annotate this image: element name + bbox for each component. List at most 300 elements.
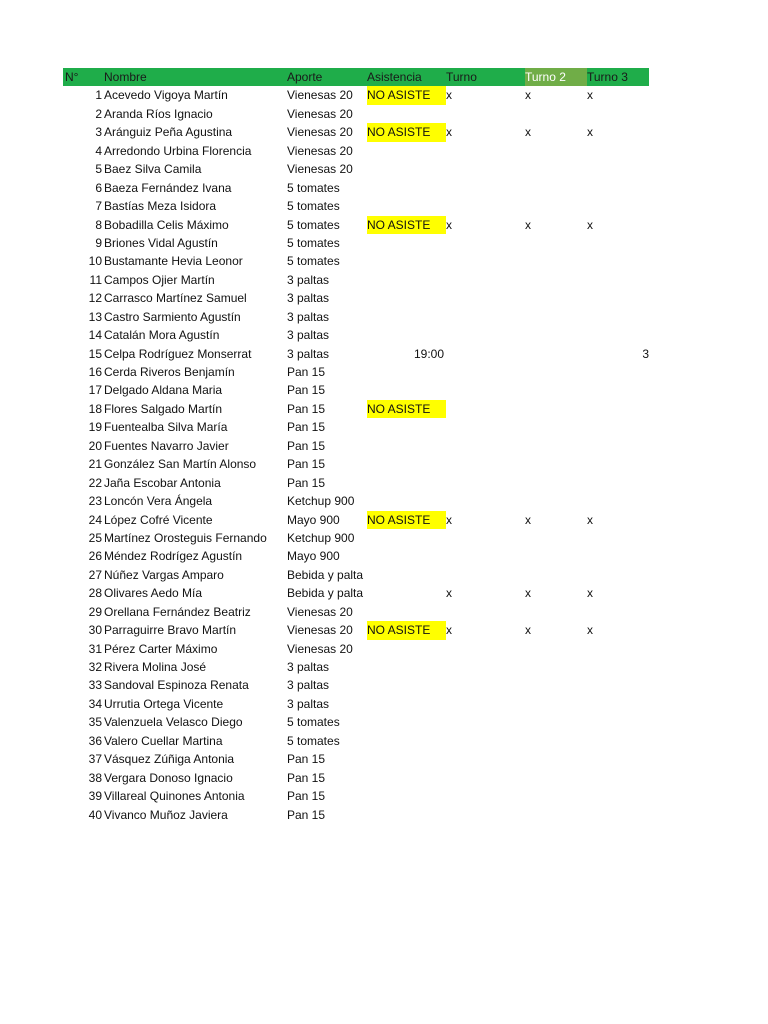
row-aporte: 5 tomates xyxy=(287,254,340,269)
row-asistencia xyxy=(367,474,446,492)
row-turno xyxy=(446,400,525,418)
row-name: Cerda Riveros Benjamín xyxy=(104,365,235,379)
table-row xyxy=(63,216,649,234)
row-aporte: Pan 15 xyxy=(287,438,326,453)
row-asistencia xyxy=(367,381,446,399)
row-turno3 xyxy=(587,105,649,123)
table-row xyxy=(63,252,649,270)
row-turno xyxy=(446,381,525,399)
row-asistencia xyxy=(367,326,446,344)
row-asistencia xyxy=(367,769,446,787)
row-asistencia xyxy=(367,713,446,731)
row-name: Campos Ojier Martín xyxy=(104,272,215,287)
row-aporte: 5 tomates xyxy=(287,217,340,232)
row-asistencia: 19:00 xyxy=(413,346,444,361)
row-turno xyxy=(446,676,525,694)
row-aporte: 3 paltas xyxy=(287,346,330,361)
table-row xyxy=(63,769,649,787)
row-name: Bustamante Hevia Leonor xyxy=(104,254,243,269)
row-number: 6 xyxy=(95,180,102,195)
row-turno2 xyxy=(525,695,587,713)
row-number: 31 xyxy=(88,641,102,656)
row-turno xyxy=(446,289,525,307)
row-name: Flores Salgado Martín xyxy=(104,401,223,416)
table-row xyxy=(63,418,649,436)
table-row xyxy=(63,713,649,731)
row-name: López Cofré Vicente xyxy=(104,512,213,527)
row-turno3 xyxy=(587,492,649,510)
row-aporte: 5 tomates xyxy=(287,715,340,730)
header-turno: Turno xyxy=(446,70,477,84)
row-turno xyxy=(446,806,525,824)
row-number: 13 xyxy=(88,309,102,324)
row-asistencia xyxy=(367,418,446,436)
row-number: 1 xyxy=(95,88,102,103)
row-aporte: Pan 15 xyxy=(287,752,326,767)
row-turno xyxy=(446,455,525,473)
header-turno2: Turno 2 xyxy=(525,68,587,86)
row-turno2 xyxy=(525,179,587,197)
row-aporte: 5 tomates xyxy=(287,733,340,748)
row-name: Briones Vidal Agustín xyxy=(104,235,218,250)
row-number: 19 xyxy=(88,420,102,435)
table-row xyxy=(63,289,649,307)
row-aporte: Bebida y palta xyxy=(287,567,364,582)
row-number: 39 xyxy=(88,789,102,804)
table-row xyxy=(63,492,649,510)
row-turno2 xyxy=(525,363,587,381)
row-turno xyxy=(446,252,525,270)
row-asistencia xyxy=(367,676,446,694)
row-turno3 xyxy=(587,234,649,252)
row-turno2 xyxy=(525,566,587,584)
row-name: Martínez Orosteguis Fernando xyxy=(104,530,267,545)
table-row xyxy=(63,787,649,805)
row-number: 32 xyxy=(88,660,102,674)
row-turno3 xyxy=(587,529,649,547)
table-row xyxy=(63,400,649,418)
row-asistencia xyxy=(367,252,446,270)
row-aporte: 5 tomates xyxy=(287,180,340,195)
row-number: 10 xyxy=(88,254,102,269)
row-aporte: 5 tomates xyxy=(287,199,340,214)
row-turno xyxy=(446,234,525,252)
row-turno3 xyxy=(587,676,649,694)
row-turno2 xyxy=(525,105,587,123)
row-name: Jaña Escobar Antonia xyxy=(104,475,221,490)
row-turno3 xyxy=(587,326,649,344)
row-number: 26 xyxy=(88,549,102,564)
row-turno xyxy=(446,640,525,658)
row-name: Celpa Rodríguez Monserrat xyxy=(104,346,252,361)
row-number: 20 xyxy=(88,438,102,453)
row-turno3 xyxy=(587,640,649,658)
table-body xyxy=(63,86,649,824)
row-turno2 xyxy=(525,400,587,418)
row-asistencia: NO ASISTE xyxy=(367,216,446,234)
row-turno xyxy=(446,750,525,768)
row-turno xyxy=(446,271,525,289)
row-turno xyxy=(446,363,525,381)
table-row xyxy=(63,584,649,602)
row-turno2 xyxy=(525,326,587,344)
row-turno xyxy=(446,732,525,750)
row-number: 15 xyxy=(88,346,102,361)
header-aporte: Aporte xyxy=(287,70,323,84)
table-row xyxy=(63,566,649,584)
row-turno: x xyxy=(446,217,452,232)
table-row xyxy=(63,381,649,399)
row-number: 3 xyxy=(95,125,102,140)
row-name: Carrasco Martínez Samuel xyxy=(104,291,247,306)
row-turno3 xyxy=(587,363,649,381)
table-row xyxy=(63,86,649,104)
table-row xyxy=(63,676,649,694)
row-number: 22 xyxy=(88,475,102,490)
row-aporte: Vienesas 20 xyxy=(287,162,353,177)
row-aporte: 3 paltas xyxy=(287,678,330,693)
row-name: Villareal Quinones Antonia xyxy=(104,789,245,804)
row-aporte: Mayo 900 xyxy=(287,512,340,527)
row-turno2 xyxy=(525,160,587,178)
row-turno2 xyxy=(525,345,587,363)
table-row xyxy=(63,621,649,639)
row-name: Loncón Vera Ángela xyxy=(104,494,213,509)
row-turno2 xyxy=(525,197,587,215)
row-turno3 xyxy=(587,455,649,473)
row-turno3 xyxy=(587,289,649,307)
row-number: 27 xyxy=(88,567,102,582)
row-turno xyxy=(446,713,525,731)
row-number: 16 xyxy=(88,365,102,379)
row-turno xyxy=(446,474,525,492)
table-row xyxy=(63,160,649,178)
row-asistencia xyxy=(367,179,446,197)
row-turno xyxy=(446,105,525,123)
row-turno2 xyxy=(525,308,587,326)
row-name: Méndez Rodrígez Agustín xyxy=(104,549,243,564)
row-number: 17 xyxy=(88,383,102,398)
row-turno3 xyxy=(587,474,649,492)
table-row xyxy=(63,234,649,252)
row-asistencia xyxy=(367,806,446,824)
row-number: 12 xyxy=(88,291,102,306)
row-turno2 xyxy=(525,732,587,750)
row-asistencia xyxy=(367,787,446,805)
row-turno2 xyxy=(525,492,587,510)
row-turno2 xyxy=(525,418,587,436)
table-row xyxy=(63,326,649,344)
row-turno3 xyxy=(587,603,649,621)
row-turno: x xyxy=(446,88,452,103)
row-asistencia xyxy=(367,658,446,676)
table-row xyxy=(63,658,649,676)
row-asistencia xyxy=(367,492,446,510)
row-asistencia xyxy=(367,584,446,602)
row-turno xyxy=(446,492,525,510)
row-aporte: Pan 15 xyxy=(287,420,326,435)
row-turno2 xyxy=(525,787,587,805)
row-number: 24 xyxy=(88,512,102,527)
row-turno3: x xyxy=(587,623,593,638)
row-turno xyxy=(446,345,525,363)
row-asistencia xyxy=(367,308,446,326)
row-asistencia xyxy=(367,547,446,565)
row-aporte: Vienesas 20 xyxy=(287,641,353,656)
table-row xyxy=(63,529,649,547)
table-row xyxy=(63,271,649,289)
row-name: Fuentealba Silva María xyxy=(104,420,228,435)
row-number: 37 xyxy=(88,752,102,767)
row-turno3 xyxy=(587,197,649,215)
row-name: Bobadilla Celis Máximo xyxy=(104,217,229,232)
row-turno xyxy=(446,326,525,344)
row-turno3 xyxy=(587,271,649,289)
row-asistencia: NO ASISTE xyxy=(367,123,446,141)
row-number: 9 xyxy=(95,235,102,250)
row-number: 8 xyxy=(95,217,102,232)
row-asistencia xyxy=(367,142,446,160)
row-asistencia: NO ASISTE xyxy=(367,86,446,104)
row-asistencia: NO ASISTE xyxy=(367,511,446,529)
row-name: Vásquez Zúñiga Antonia xyxy=(104,752,235,767)
row-name: Bastías Meza Isidora xyxy=(104,199,217,214)
row-aporte: Pan 15 xyxy=(287,457,326,472)
row-name: Pérez Carter Máximo xyxy=(104,641,218,656)
row-number: 36 xyxy=(88,733,102,748)
row-name: Baez Silva Camila xyxy=(104,162,202,177)
row-turno2 xyxy=(525,658,587,676)
row-turno2 xyxy=(525,769,587,787)
table-row xyxy=(63,179,649,197)
row-asistencia xyxy=(367,640,446,658)
row-name: Arredondo Urbina Florencia xyxy=(104,143,252,158)
row-asistencia xyxy=(367,271,446,289)
row-number: 18 xyxy=(88,401,102,416)
header-nombre: Nombre xyxy=(104,70,147,84)
row-name: Valenzuela Velasco Diego xyxy=(104,715,243,730)
row-turno3 xyxy=(587,566,649,584)
row-name: Vivanco Muñoz Javiera xyxy=(104,807,228,822)
row-turno xyxy=(446,418,525,436)
row-number: 23 xyxy=(88,494,102,509)
row-aporte: Vienesas 20 xyxy=(287,88,353,103)
table-row xyxy=(63,437,649,455)
row-turno2 xyxy=(525,713,587,731)
row-turno3 xyxy=(587,732,649,750)
row-name: Delgado Aldana Maria xyxy=(104,383,223,398)
row-turno2: x xyxy=(525,512,531,527)
row-turno2 xyxy=(525,529,587,547)
table-row xyxy=(63,547,649,565)
row-turno3 xyxy=(587,400,649,418)
row-turno3 xyxy=(587,381,649,399)
row-asistencia: NO ASISTE xyxy=(367,621,446,639)
row-turno xyxy=(446,308,525,326)
table-row xyxy=(63,695,649,713)
row-aporte: 3 paltas xyxy=(287,309,330,324)
row-turno2 xyxy=(525,381,587,399)
table-row xyxy=(63,123,649,141)
row-name: Rivera Molina José xyxy=(104,660,207,674)
row-aporte: Ketchup 900 xyxy=(287,530,355,545)
row-turno2 xyxy=(525,474,587,492)
row-turno2: x xyxy=(525,125,531,140)
row-turno3 xyxy=(587,806,649,824)
row-turno3: 3 xyxy=(642,346,649,361)
row-turno xyxy=(446,658,525,676)
row-number: 38 xyxy=(88,770,102,785)
header-asistencia: Asistencia xyxy=(367,70,422,84)
row-turno xyxy=(446,769,525,787)
row-turno3 xyxy=(587,179,649,197)
table-row xyxy=(63,455,649,473)
row-turno xyxy=(446,142,525,160)
row-aporte: 3 paltas xyxy=(287,272,330,287)
row-turno3: x xyxy=(587,586,593,601)
row-number: 40 xyxy=(88,807,102,822)
row-number: 35 xyxy=(88,715,102,730)
attendance-sheet xyxy=(63,68,649,824)
row-number: 4 xyxy=(95,143,102,158)
row-name: Núñez Vargas Amparo xyxy=(104,567,224,582)
row-aporte: Pan 15 xyxy=(287,383,326,398)
table-row xyxy=(63,363,649,381)
row-turno3: x xyxy=(587,217,593,232)
table-row xyxy=(63,806,649,824)
row-aporte: Pan 15 xyxy=(287,807,326,822)
row-aporte: Pan 15 xyxy=(287,770,326,785)
table-row xyxy=(63,511,649,529)
row-name: Sandoval Espinoza Renata xyxy=(104,678,249,693)
row-aporte: Pan 15 xyxy=(287,789,326,804)
row-name: Urrutia Ortega Vicente xyxy=(104,696,224,711)
row-number: 28 xyxy=(88,586,102,601)
row-turno2 xyxy=(525,234,587,252)
row-aporte: Vienesas 20 xyxy=(287,125,353,140)
row-turno3 xyxy=(587,142,649,160)
row-asistencia xyxy=(367,732,446,750)
row-turno xyxy=(446,787,525,805)
row-turno3 xyxy=(587,713,649,731)
table-row xyxy=(63,474,649,492)
row-number: 30 xyxy=(88,623,102,638)
row-asistencia xyxy=(367,695,446,713)
header-turno3: Turno 3 xyxy=(587,70,628,84)
table-row xyxy=(63,750,649,768)
row-name: Baeza Fernández Ivana xyxy=(104,180,232,195)
row-number: 25 xyxy=(88,530,102,545)
row-aporte: Mayo 900 xyxy=(287,549,340,564)
row-turno3: x xyxy=(587,125,593,140)
row-number: 11 xyxy=(89,272,102,287)
row-asistencia xyxy=(367,197,446,215)
row-name: Olivares Aedo Mía xyxy=(104,586,203,601)
row-turno3 xyxy=(587,547,649,565)
row-turno2 xyxy=(525,603,587,621)
row-aporte: Pan 15 xyxy=(287,475,326,490)
table-row xyxy=(63,142,649,160)
row-turno2 xyxy=(525,271,587,289)
row-asistencia xyxy=(367,603,446,621)
table-row xyxy=(63,345,649,363)
row-turno2 xyxy=(525,252,587,270)
row-turno2: x xyxy=(525,623,531,638)
row-name: Valero Cuellar Martina xyxy=(104,733,223,748)
table-row xyxy=(63,197,649,215)
row-turno3 xyxy=(587,750,649,768)
row-turno2 xyxy=(525,455,587,473)
row-turno xyxy=(446,547,525,565)
row-aporte: 3 paltas xyxy=(287,328,330,343)
table-row xyxy=(63,732,649,750)
row-number: 29 xyxy=(88,604,102,619)
row-name: Vergara Donoso Ignacio xyxy=(104,770,233,785)
row-aporte: 5 tomates xyxy=(287,235,340,250)
row-asistencia xyxy=(367,566,446,584)
row-turno3 xyxy=(587,695,649,713)
row-turno3: x xyxy=(587,512,593,527)
header-row xyxy=(63,68,649,86)
row-turno3 xyxy=(587,418,649,436)
row-name: Aranda Ríos Ignacio xyxy=(104,106,213,121)
row-aporte: Vienesas 20 xyxy=(287,623,353,638)
row-aporte: Vienesas 20 xyxy=(287,604,353,619)
row-turno2 xyxy=(525,676,587,694)
row-turno2 xyxy=(525,142,587,160)
row-asistencia xyxy=(367,437,446,455)
table-row xyxy=(63,105,649,123)
row-asistencia xyxy=(367,455,446,473)
row-turno2 xyxy=(525,437,587,455)
row-turno: x xyxy=(446,623,452,638)
row-turno: x xyxy=(446,586,452,601)
row-turno xyxy=(446,160,525,178)
row-number: 2 xyxy=(95,106,102,121)
row-turno2 xyxy=(525,750,587,768)
row-name: Parraguirre Bravo Martín xyxy=(104,623,237,638)
row-asistencia xyxy=(367,529,446,547)
row-turno2 xyxy=(525,547,587,565)
row-turno: x xyxy=(446,512,452,527)
row-asistencia xyxy=(367,105,446,123)
row-aporte: 3 paltas xyxy=(287,696,330,711)
row-asistencia xyxy=(367,289,446,307)
row-turno2: x xyxy=(525,88,531,103)
row-number: 5 xyxy=(95,162,102,177)
row-name: Fuentes Navarro Javier xyxy=(104,438,229,453)
row-name: González San Martín Alonso xyxy=(104,457,257,472)
table-row xyxy=(63,308,649,326)
row-name: Catalán Mora Agustín xyxy=(104,328,220,343)
row-number: 33 xyxy=(88,678,102,693)
row-number: 21 xyxy=(88,457,102,472)
table-row xyxy=(63,640,649,658)
row-number: 34 xyxy=(88,696,102,711)
row-turno2 xyxy=(525,289,587,307)
row-turno2: x xyxy=(525,217,531,232)
row-turno3 xyxy=(587,437,649,455)
row-aporte: Pan 15 xyxy=(287,365,326,379)
row-turno2: x xyxy=(525,586,531,601)
row-name: Castro Sarmiento Agustín xyxy=(104,309,241,324)
row-aporte: Ketchup 900 xyxy=(287,494,355,509)
row-turno: x xyxy=(446,125,452,140)
table-row xyxy=(63,603,649,621)
row-number: 7 xyxy=(95,199,102,214)
row-turno3 xyxy=(587,160,649,178)
row-asistencia: NO ASISTE xyxy=(367,400,446,418)
